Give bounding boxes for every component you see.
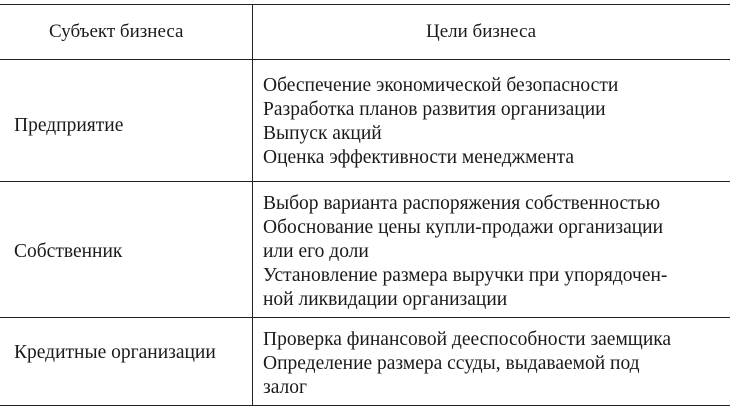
row-divider (0, 181, 730, 182)
row-goals (263, 328, 725, 400)
goal-item: Определение размера ссуды, выдаваемой под (263, 353, 640, 374)
goal-item: Обоснование цены купли-продажи организации (263, 217, 664, 238)
goal-item: Разработка планов развития организации (263, 99, 606, 120)
row-subject: Предприятие (14, 115, 124, 136)
row-goals (263, 192, 725, 312)
header-subject: Субъект бизнеса (49, 21, 184, 42)
goal-item: ной ликвидации организации (263, 289, 508, 310)
row-subject: Кредитные организации (14, 342, 216, 363)
goal-item: Оценка эффективности менеджмента (263, 147, 574, 168)
goal-item: Установление размера выручки при упорядочен- (263, 265, 668, 286)
goal-item: Проверка финансовой дееспособности заемщика (263, 329, 672, 350)
goal-item: залог (263, 377, 308, 398)
goal-item: Выбор варианта распоряжения собственностью (263, 193, 661, 214)
row-divider (0, 317, 730, 318)
goal-item: или его доли (263, 241, 369, 262)
column-divider (252, 4, 253, 405)
header-bottom-border (0, 59, 730, 60)
goal-item: Обеспечение экономической безопасности (263, 75, 619, 96)
row-subject: Собственник (14, 241, 123, 262)
header-goals: Цели бизнеса (426, 21, 537, 42)
goal-item: Выпуск акций (263, 123, 382, 144)
table-top-border (0, 4, 730, 5)
table-bottom-border (0, 405, 730, 406)
row-goals (263, 74, 725, 170)
